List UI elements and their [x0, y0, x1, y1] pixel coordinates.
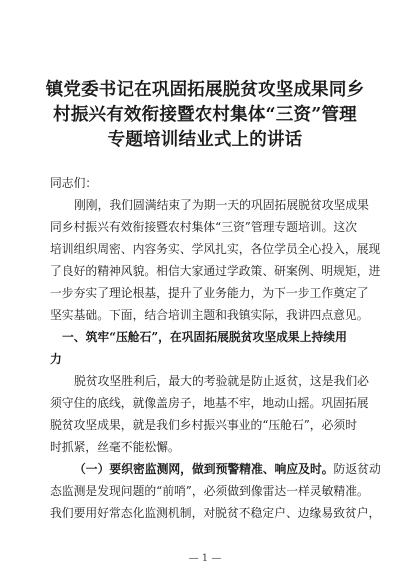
paragraph-line: 同乡村振兴有效衔接暨农村集体“三资”管理专题培训。这次	[50, 220, 357, 234]
paragraph-line: 态监测是发现问题的“前哨”，必须做到像雷达一样灵敏精准。	[50, 484, 369, 498]
subsection-heading: （一）要织密监测网，做到预警精准、响应及时。	[74, 462, 334, 476]
title-line: 镇党委书记在巩固拓展脱贫攻坚成果同乡	[45, 80, 365, 100]
title-line: 村振兴有效衔接暨农村集体“三资”管理	[53, 105, 357, 125]
paragraph-line: 须守住的底线，就像盖房子，地基不牢，地动山摇。巩固拓展	[50, 396, 369, 410]
document-title	[40, 78, 370, 153]
section-heading: 力	[50, 352, 62, 366]
paragraph-line: 坚实基础。下面，结合培训主题和我镇实际，我讲四点意见。	[50, 308, 369, 322]
paragraph-line: 一步夯实了理论根基，提升了业务能力，为下一步工作奠定了	[50, 286, 369, 300]
section-heading: 一、筑牢“压舱石”，在巩固拓展脱贫攻坚成果上持续用	[62, 330, 347, 344]
paragraph-line: 脱贫攻坚成果，就是我们乡村振兴事业的“压舱石”，必须时	[50, 418, 357, 432]
paragraph-line: 脱贫攻坚胜利后，最大的考验就是防止返贫，这是我们必	[74, 374, 369, 388]
document-body	[50, 172, 381, 524]
title-line: 专题培训结业式上的讲话	[107, 130, 303, 150]
paragraph-line: 我们要用好常态化监测机制，对脱贫不稳定户、边缘易致贫户，	[50, 506, 381, 520]
paragraph-line: 培训组织周密、内容务实、学风扎实，各位学员全心投入，展现	[50, 242, 381, 256]
page-number: — 1 —	[188, 553, 222, 564]
salutation: 同志们：	[50, 176, 98, 190]
subsection-line	[50, 458, 381, 480]
subsection-text: 防返贫动	[333, 462, 381, 476]
paragraph-line: 时抓紧，丝毫不能松懈。	[50, 440, 180, 454]
paragraph-line: 刚刚，我们圆满结束了为期一天的巩固拓展脱贫攻坚成果	[74, 198, 369, 212]
paragraph-line: 了良好的精神风貌。相信大家通过学政策、研案例、明规矩，进	[50, 264, 381, 278]
